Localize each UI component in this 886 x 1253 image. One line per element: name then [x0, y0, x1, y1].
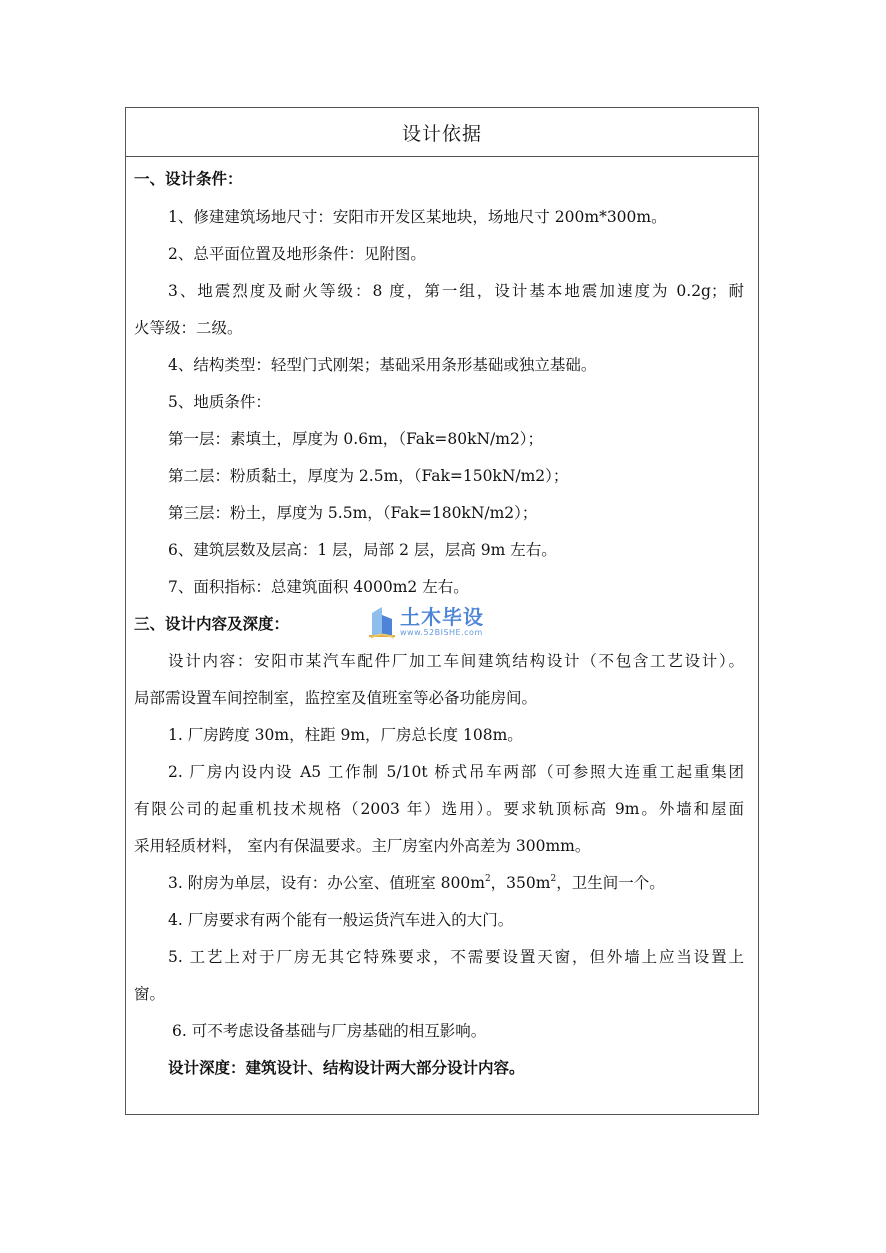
condition-3: 3、地震烈度及耐火等级：8 度，第一组，设计基本地震加速度为 0.2g；耐 — [168, 282, 744, 300]
geology-layer-3: 第三层：粉土，厚度为 5.5m，（Fak=180kN/m2）； — [168, 504, 538, 522]
design-content-cont: 局部需设置车间控制室，监控室及值班室等必备功能房间。 — [134, 689, 538, 707]
geology-layer-1: 第一层：素填土，厚度为 0.6m，（Fak=80kN/m2）； — [168, 430, 544, 448]
watermark — [368, 605, 484, 639]
item-5: 5. 工艺上对于厂房无其它特殊要求，不需要设置天窗，但外墙上应当设置上 — [168, 948, 744, 966]
item-1: 1. 厂房跨度 30m，柱距 9m，厂房总长度 108m。 — [168, 726, 523, 744]
condition-4: 4、结构类型：轻型门式刚架；基础采用条形基础或独立基础。 — [168, 356, 597, 374]
superscript-2: 2 — [550, 874, 557, 884]
geology-layer-2: 第二层：粉质黏土，厚度为 2.5m，（Fak=150kN/m2）； — [168, 467, 569, 485]
item-5-cont: 窗。 — [134, 985, 166, 1003]
item-3-text-b: ，350m — [490, 874, 551, 892]
watermark-text: 土木毕设 — [400, 605, 484, 629]
condition-7: 7、面积指标：总建筑面积 4000m2 左右。 — [168, 578, 469, 596]
section-heading-conditions: 一、设计条件： — [134, 169, 243, 188]
design-depth: 设计深度：建筑设计、结构设计两大部分设计内容。 — [168, 1058, 525, 1077]
item-6: 6. 可不考虑设备基础与厂房基础的相互影响。 — [172, 1022, 487, 1040]
design-content: 设计内容：安阳市某汽车配件厂加工车间建筑结构设计（不包含工艺设计）。 — [168, 652, 744, 670]
title-text: 设计依据 — [401, 122, 482, 145]
item-3-text: 3. 附房为单层，设有：办公室、值班室 800m — [168, 874, 485, 892]
condition-5: 5、地质条件： — [168, 393, 271, 411]
item-3-text-c: ，卫生间一个。 — [556, 874, 665, 892]
table-title — [126, 108, 758, 157]
item-2-cont-2: 采用轻质材料， 室内有保温要求。主厂房室内外高差为 300mm。 — [134, 837, 591, 855]
superscript-2: 2 — [484, 874, 491, 884]
section-heading-content: 三、设计内容及深度： — [134, 614, 290, 633]
condition-2: 2、总平面位置及地形条件：见附图。 — [168, 245, 426, 263]
condition-3-cont: 火等级：二级。 — [134, 319, 243, 337]
condition-1: 1、修建建筑场地尺寸：安阳市开发区某地块，场地尺寸 200m*300m。 — [168, 208, 667, 226]
condition-6: 6、建筑层数及层高：1 层，局部 2 层，层高 9m 左右。 — [168, 541, 557, 559]
item-2: 2. 厂房内设内设 A5 工作制 5/10t 桥式吊车两部（可参照大连重工起重集团 — [168, 763, 744, 781]
building-logo-icon — [368, 605, 396, 639]
item-3 — [168, 873, 665, 893]
item-2-cont-1: 有限公司的起重机技术规格（2003 年）选用）。要求轨顶标高 9m。外墙和屋面 — [134, 800, 744, 818]
item-4: 4. 厂房要求有两个能有一般运货汽车进入的大门。 — [168, 911, 514, 929]
watermark-url: www.52BISHE.com — [400, 628, 483, 637]
